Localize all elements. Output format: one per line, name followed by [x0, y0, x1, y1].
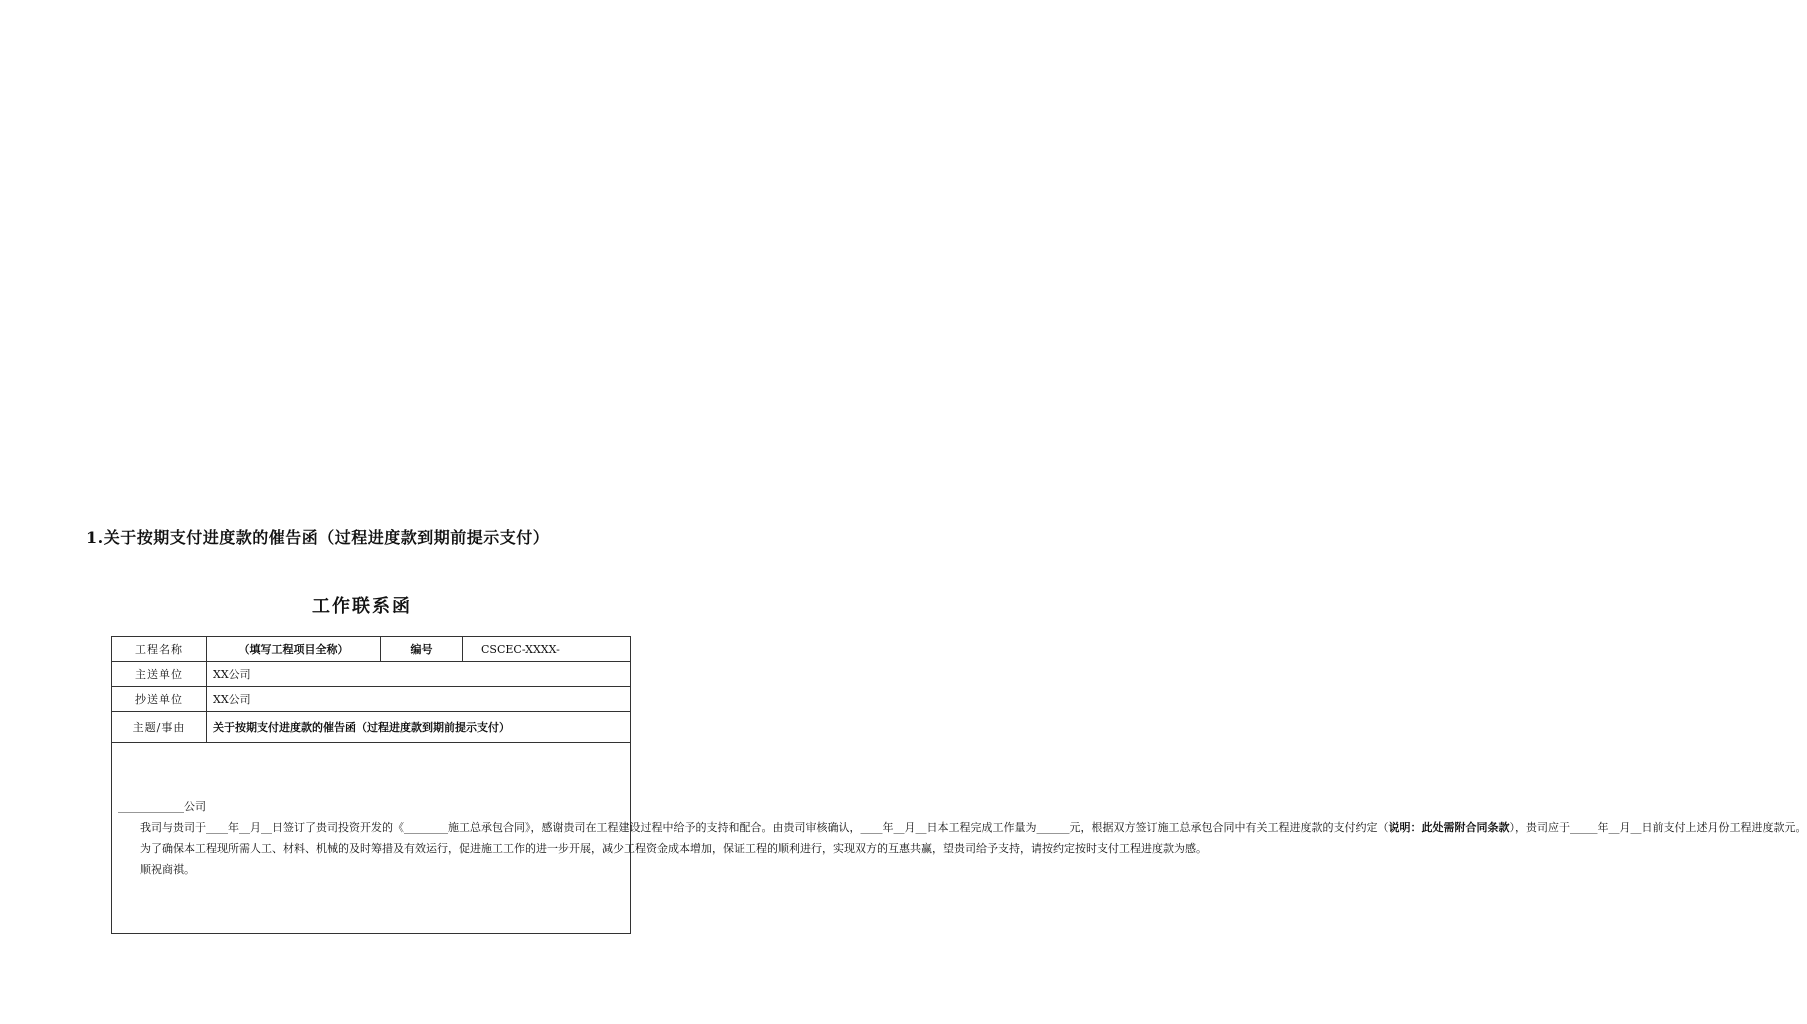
document-title: 工作联系函: [312, 596, 412, 617]
table-row-project: [112, 637, 631, 662]
send-to-label: 主送单位: [112, 662, 207, 687]
letter-paragraph-2: 为了确保本工程现所需人工、材料、机械的及时筹措及有效运行，促进施工工作的进一步开展，减少工程资金成本增加，保证工程的顺利进行，实现双方的互惠共赢，望贵司给予支持，请按约定按时支付工程进度款为感。: [140, 842, 1207, 855]
letter-paragraph-1-text: 我司与贵司于____年__月__日签订了贵司投资开发的《________施工总承包合同》，感谢贵司在工程建设过程中给予的支持和配合。由贵司审核确认，____年__月__日本工程完成工作量为______元，根据双方签订施工总承包合同中有关工程进度款的支付约定（: [140, 821, 1389, 834]
project-name-value: （填写工程项目全称）: [207, 637, 381, 662]
table-row-letter-body: [112, 743, 631, 934]
project-name-label: 工程名称: [112, 637, 207, 662]
letter-paragraph-1: [118, 817, 1807, 838]
table-row-subject: [112, 712, 631, 743]
subject-value: 关于按期支付进度款的催告函（过程进度款到期前提示支付）: [207, 712, 631, 743]
table-row-cc: [112, 687, 631, 712]
number-label: 编号: [381, 637, 463, 662]
letter-body: [112, 743, 1807, 934]
cc-label: 抄送单位: [112, 687, 207, 712]
letter-paragraph-1-tail: ），贵司应于_____年__月__日前支付上述月份工程进度款元。: [1509, 821, 1807, 834]
cc-value: XX公司: [207, 687, 631, 712]
contact-letter-table: [111, 636, 1807, 934]
letter-closing: 顺祝商祺。: [140, 863, 195, 876]
subject-label: 主题/事由: [112, 712, 207, 743]
contract-clause-note: 说明：此处需附合同条款: [1388, 821, 1510, 834]
number-value: CSCEC-XXXX-: [463, 637, 631, 662]
letter-salutation: ____________公司: [118, 800, 206, 813]
send-to-value: XX公司: [207, 662, 631, 687]
table-row-send-to: [112, 662, 631, 687]
section-heading: 1.关于按期支付进度款的催告函（过程进度款到期前提示支付）: [86, 528, 550, 547]
